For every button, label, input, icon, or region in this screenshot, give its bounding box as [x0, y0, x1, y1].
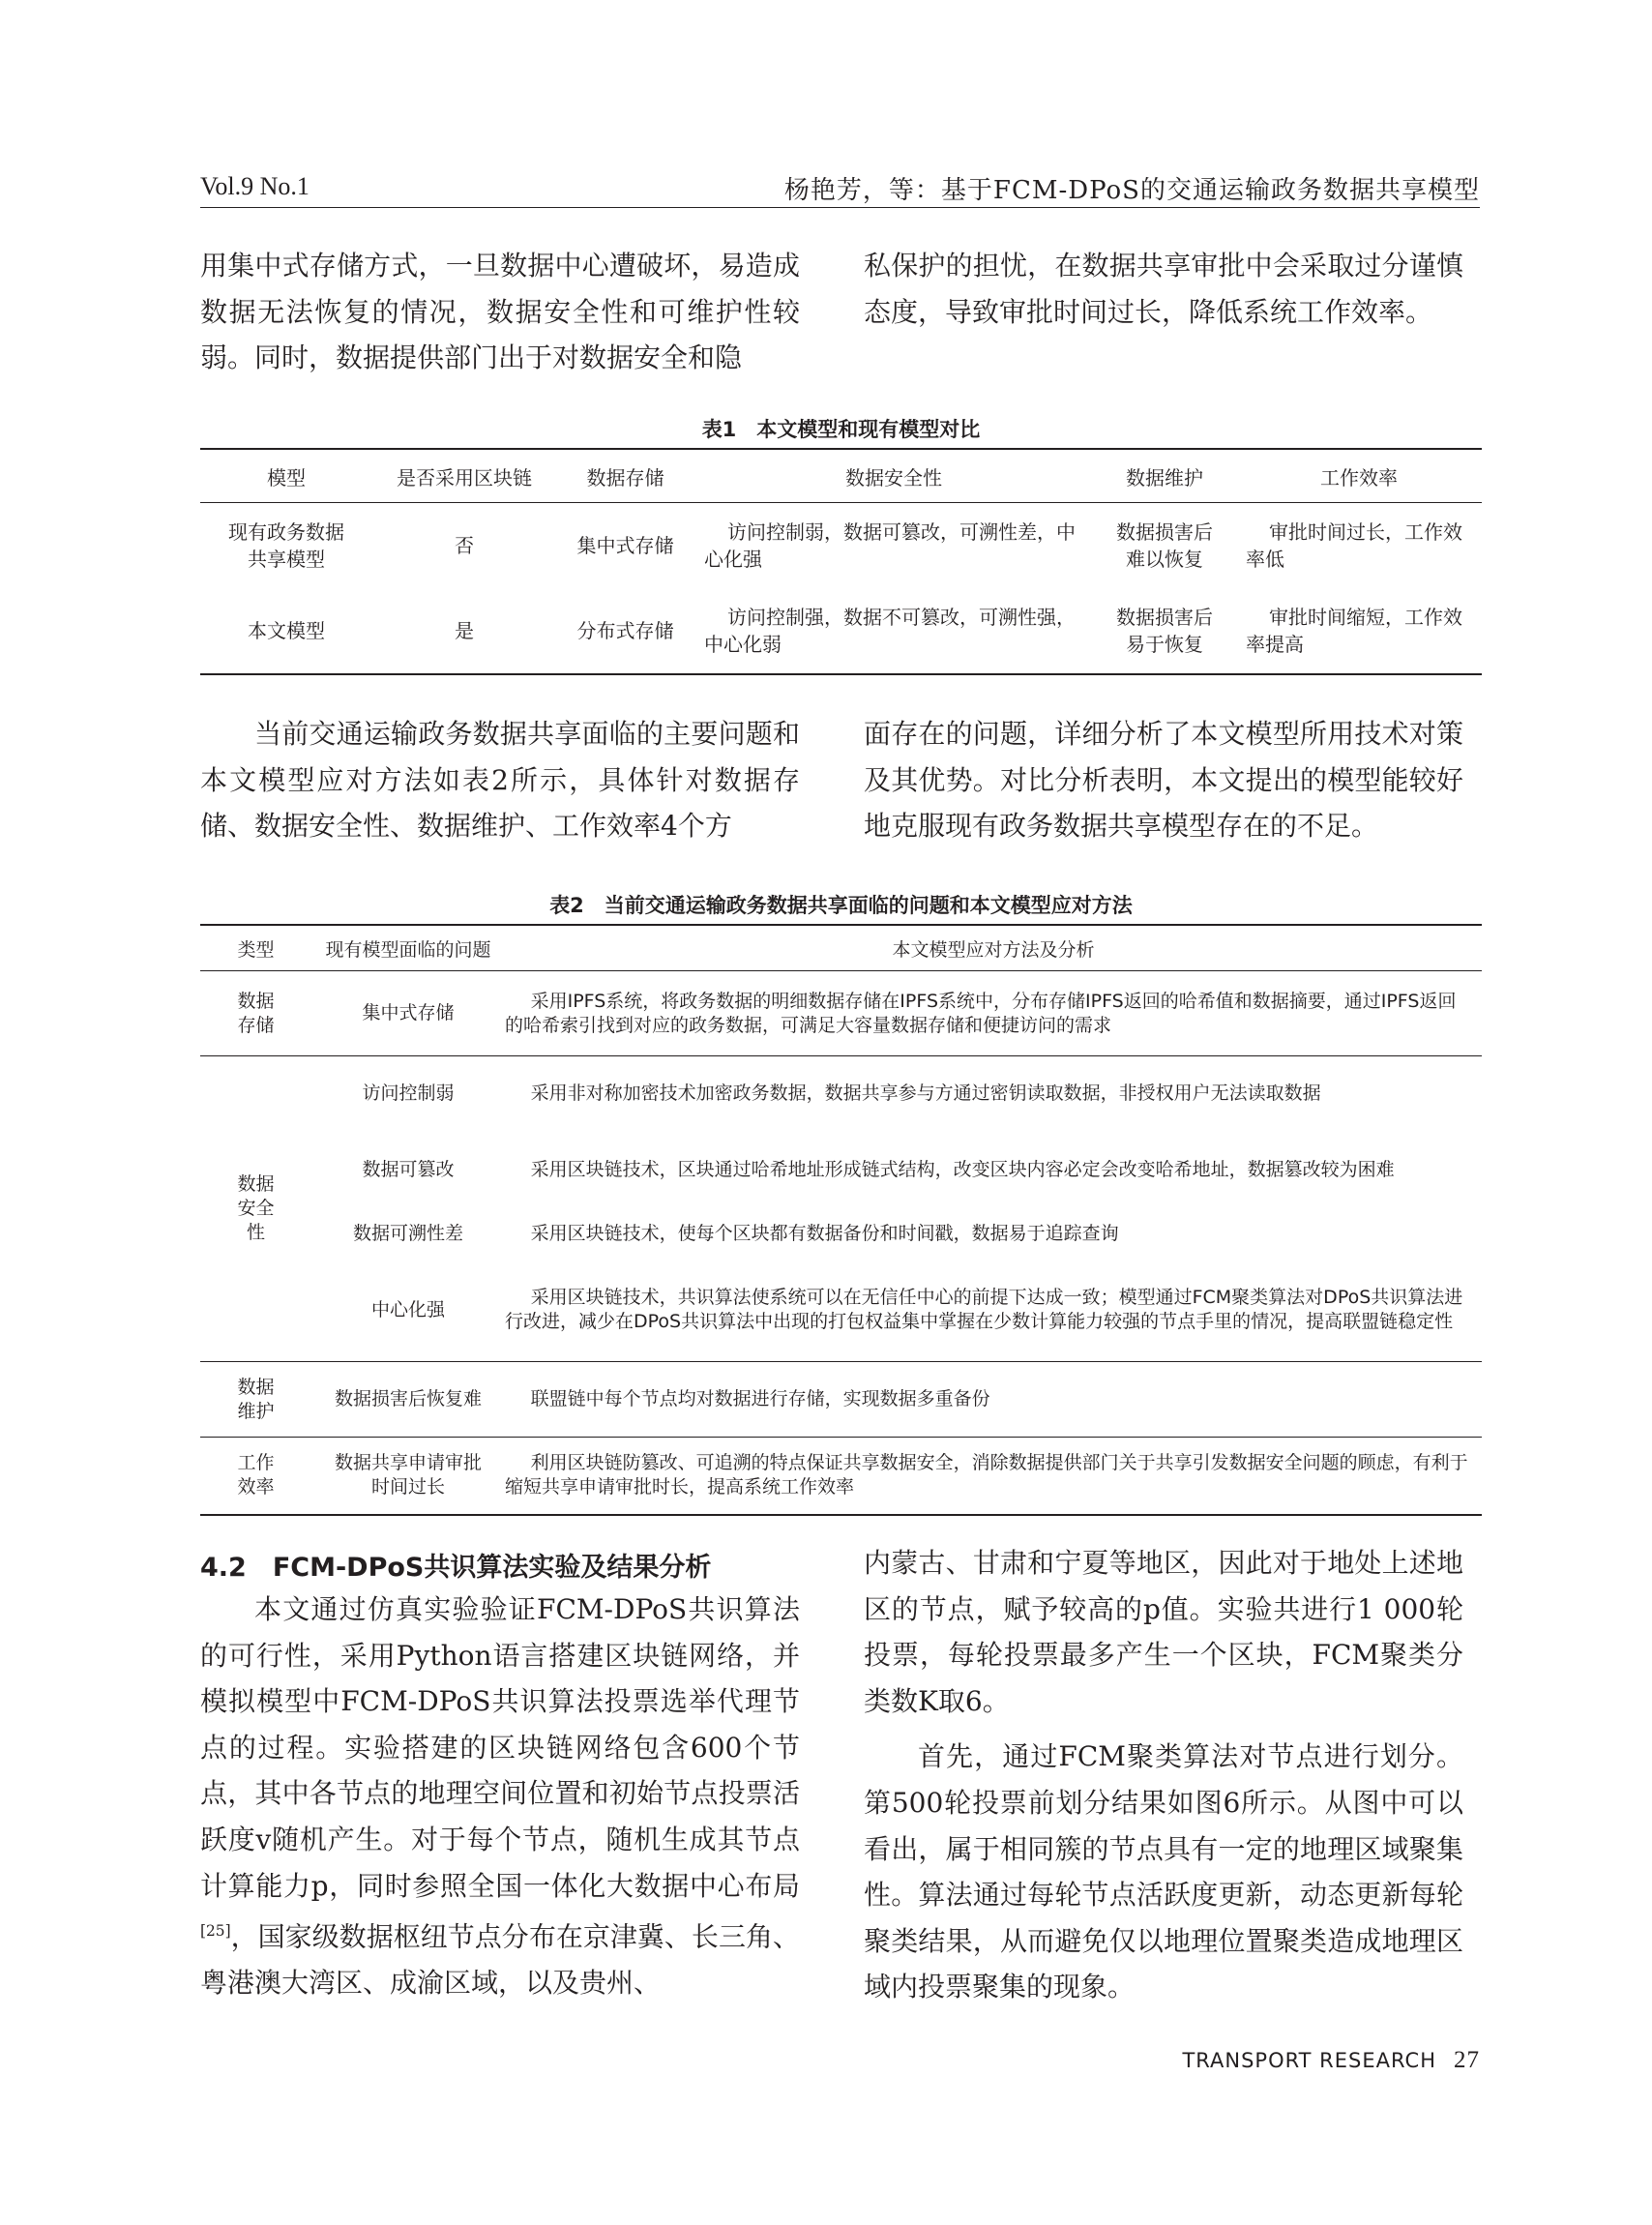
method-cell: 利用区块链防篡改、可追溯的特点保证共享数据安全，消除数据提供部门关于共享引发数据安全问题的顾虑，有利于缩短共享申请审批时长，提高系统工作效率 — [505, 1438, 1482, 1515]
section-paragraph: 本文通过仿真实验验证FCM-DPoS共识算法的可行性，采用Python语言搭建区块链网络，并模拟模型中FCM-DPoS共识算法投票选举代理节点的过程。实验搭建的区块链网络包含600个节点，其中各节点的地理空间位置和初始节点投票活跃度v随机产生。对于每个节点，随机生成其节点计算能力p，同时参照全国一体化大数据中心布局 — [200, 1593, 800, 1902]
mid-paragraph-right: 面存在的问题，详细分析了本文模型所用技术对策及其优势。对比分析表明，本文提出的模型能较好地克服现有政务数据共享模型存在的不足。 — [864, 718, 1463, 843]
mid-paragraph-left: 当前交通运输政务数据共享面临的主要问题和本文模型应对方法如表2所示，具体针对数据存储、数据安全性、数据维护、工作效率4个方 — [200, 718, 800, 843]
table1-header-cell: 数据安全性 — [694, 449, 1093, 503]
section-paragraph: 内蒙古、甘肃和宁夏等地区，因此对于地处上述地区的节点，赋予较高的p值。实验共进行1 000轮投票，每轮投票最多产生一个区块，FCM聚类分类数K取6。 — [864, 1547, 1463, 1717]
page-footer — [1182, 2047, 1480, 2074]
table-row — [200, 1132, 1482, 1209]
citation-ref: [25] — [200, 1922, 231, 1941]
table-cell: 是 — [372, 588, 556, 674]
section-left-column — [200, 1587, 800, 2006]
header-rule — [200, 207, 1480, 208]
problem-cell: 访问控制弱 — [362, 1083, 455, 1105]
table2-header-cell: 类型 — [200, 925, 311, 971]
table1 — [200, 448, 1482, 675]
type-cell: 数据安全性 — [200, 1056, 311, 1362]
section-right-column — [864, 1540, 1463, 2010]
table1-header-cell: 数据维护 — [1093, 449, 1236, 503]
method-cell: 联盟链中每个节点均对数据进行存储，实现数据多重备份 — [505, 1362, 1482, 1438]
table-cell: 集中式存储 — [576, 534, 674, 557]
table-row — [200, 588, 1482, 674]
table1-header-cell: 是否采用区块链 — [372, 449, 556, 503]
table-cell: 审批时间缩短，工作效率提高 — [1236, 588, 1482, 674]
top-paragraph-right: 私保护的担忧，在数据共享审批中会采取过分谨慎态度，导致审批时间过长，降低系统工作效率。 — [864, 250, 1463, 328]
volume-label: Vol.9 No.1 — [200, 172, 310, 200]
table-cell: 数据损害后难以恢复 — [1116, 520, 1213, 571]
table2-header-cell: 本文模型应对方法及分析 — [505, 925, 1482, 971]
table-cell: 否 — [455, 534, 474, 557]
problem-cell: 数据共享申请审批时间过长 — [311, 1438, 505, 1515]
table-row — [200, 1209, 1482, 1260]
method-cell: 采用区块链技术，区块通过哈希地址形成链式结构，改变区块内容必定会改变哈希地址，数据篡改较为困难 — [530, 1159, 1395, 1180]
journal-name: TRANSPORT RESEARCH — [1182, 2049, 1436, 2072]
table-cell: 访问控制强，数据不可篡改，可溯性强，中心化弱 — [694, 588, 1093, 674]
table-cell: 分布式存储 — [556, 588, 694, 674]
table-cell: 审批时间过长，工作效率低 — [1246, 520, 1462, 571]
table-cell: 现有政务数据共享模型 — [228, 520, 344, 571]
section-paragraph-tail: ，国家级数据枢纽节点分布在京津冀、长三角、粤港澳大湾区、成渝区域，以及贵州、 — [200, 1920, 800, 2000]
table-row — [200, 971, 1482, 1056]
table-cell: 数据损害后易于恢复 — [1093, 588, 1236, 674]
table1-header-row — [200, 449, 1482, 503]
table2 — [200, 924, 1482, 1516]
section-heading: 4.2 FCM-DPoS共识算法实验及结果分析 — [200, 1553, 712, 1583]
table2-header-row — [200, 925, 1482, 971]
table-row — [200, 503, 1482, 589]
problem-cell: 集中式存储 — [311, 971, 505, 1056]
table1-header-cell: 工作效率 — [1236, 449, 1482, 503]
method-cell: 采用IPFS系统，将政务数据的明细数据存储在IPFS系统中，分布存储IPFS返回的哈希值和数据摘要，通过IPFS返回的哈希索引找到对应的政务数据，可满足大容量数据存储和便捷访问的需求 — [505, 971, 1482, 1056]
table2-caption: 表2 当前交通运输政务数据共享面临的问题和本文模型应对方法 — [549, 894, 1133, 917]
type-cell: 数据存储 — [200, 971, 311, 1056]
table-row — [200, 1056, 1482, 1132]
table-row — [200, 1260, 1482, 1362]
method-cell: 采用区块链技术，使每个区块都有数据备份和时间戳，数据易于追踪查询 — [530, 1223, 1119, 1244]
table1-header-cell: 数据存储 — [556, 449, 694, 503]
method-cell: 采用区块链技术，共识算法使系统可以在无信任中心的前提下达成一致；模型通过FCM聚类算法对DPoS共识算法进行改进，减少在DPoS共识算法中出现的打包权益集中掌握在少数计算能力较强的节点手里的情况，提高联盟链稳定性 — [505, 1260, 1482, 1362]
problem-cell: 数据可溯性差 — [352, 1223, 463, 1244]
type-cell: 工作效率 — [200, 1438, 311, 1515]
page-number: 27 — [1454, 2047, 1480, 2073]
top-paragraph-left: 用集中式存储方式，一旦数据中心遭破坏，易造成数据无法恢复的情况，数据安全性和可维护性较弱。同时，数据提供部门出于对数据安全和隐 — [200, 250, 800, 374]
table2-header-cell: 现有模型面临的问题 — [311, 925, 505, 971]
table1-caption: 表1 本文模型和现有模型对比 — [701, 418, 981, 441]
table-cell: 本文模型 — [200, 588, 372, 674]
running-title: 杨艳芳，等：基于FCM-DPoS的交通运输政务数据共享模型 — [783, 176, 1480, 205]
problem-cell: 数据损害后恢复难 — [311, 1362, 505, 1438]
section-paragraph: 首先，通过FCM聚类算法对节点进行划分。第500轮投票前划分结果如图6所示。从图中可以看出，属于相同簇的节点具有一定的地理区域聚集性。算法通过每轮节点活跃度更新，动态更新每轮聚类结果，从而避免仅以地理位置聚类造成地理区域内投票聚集的现象。 — [864, 1740, 1463, 2003]
table1-header-cell: 模型 — [200, 449, 372, 503]
problem-cell: 数据可篡改 — [362, 1159, 455, 1180]
table-row — [200, 1362, 1482, 1438]
method-cell: 采用非对称加密技术加密政务数据，数据共享参与方通过密钥读取数据，非授权用户无法读取数据 — [530, 1083, 1321, 1105]
table-row — [200, 1438, 1482, 1515]
table-cell: 访问控制弱，数据可篡改，可溯性差，中心化强 — [704, 520, 1076, 571]
type-cell: 数据维护 — [200, 1362, 311, 1438]
problem-cell: 中心化强 — [311, 1260, 505, 1362]
